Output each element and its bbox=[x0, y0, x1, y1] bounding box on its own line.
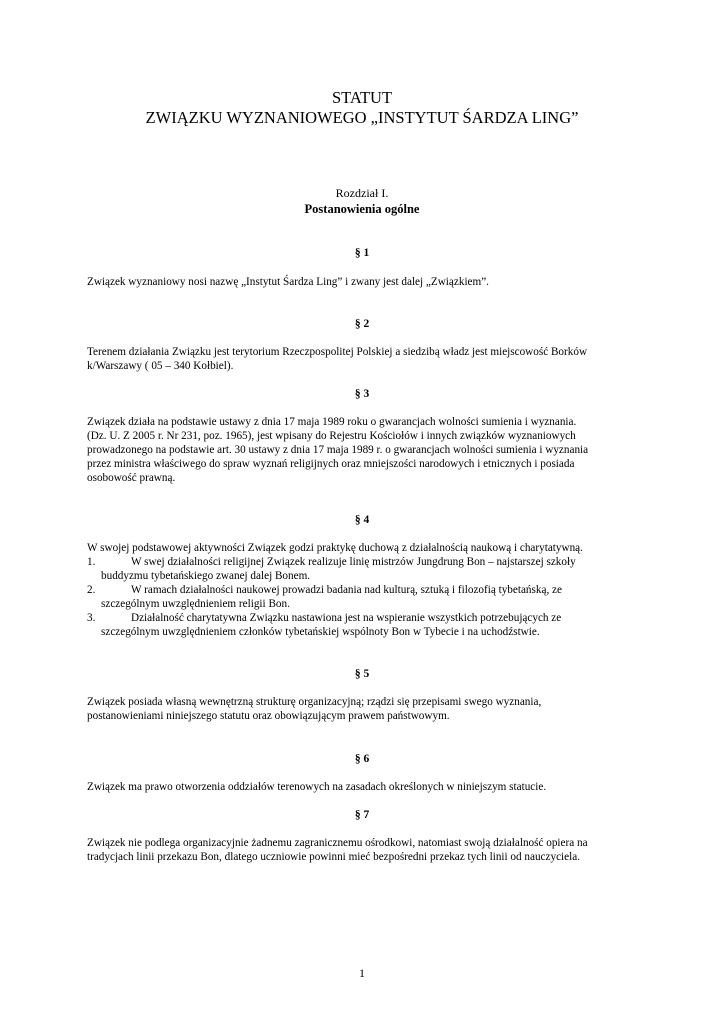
section-4-list-item-2 bbox=[87, 583, 647, 611]
list-item-text: Działalność charytatywna Związku nastawiona jest na wspieranie wszystkich potrzebujących ze bbox=[131, 612, 562, 624]
section-7-text-line2: tradycjach linii przekazu Bon, dlatego uczniowie powinni mieć bezpośredni przekaz tych linii od nauczyciela. bbox=[87, 851, 580, 863]
section-4-list-item-3 bbox=[87, 611, 647, 639]
section-6-heading: § 6 bbox=[354, 753, 370, 765]
chapter-number: Rozdział I. bbox=[335, 186, 389, 200]
section-4-heading: § 4 bbox=[354, 514, 370, 526]
section-3-line4: przez ministra właściwego do spraw wyznań religijnych oraz mniejszości narodowych i etnicznych i posiada bbox=[87, 458, 575, 470]
list-item-continuation: szczególnym uwzględnieniem religii Bon. bbox=[101, 598, 290, 611]
section-3-line3: prowadzonego na podstawie art. 30 ustawy z dnia 17 maja 1989 r. o gwarancjach wolności sumienia i wyznania bbox=[87, 444, 589, 456]
section-5-text-line1: Związek posiada własną wewnętrzną strukturę organizacyjną; rządzi się przepisami swego wyznania, bbox=[87, 696, 542, 708]
section-3-heading: § 3 bbox=[354, 388, 370, 400]
list-item-number: 3. bbox=[87, 612, 96, 624]
section-5-text-line2: postanowieniami niniejszego statutu oraz obowiązującym prawem państwowym. bbox=[87, 710, 450, 722]
section-1-heading: § 1 bbox=[354, 247, 370, 259]
section-7-text-line1: Związek nie podlega organizacyjnie żadnemu zagranicznemu ośrodkowi, natomiast swoją działalność opiera na bbox=[87, 837, 588, 849]
list-item-continuation: buddyzmu tybetańskiego zwanej dalej Bonem. bbox=[101, 570, 311, 583]
section-3-line2: (Dz. U. Z 2005 r. Nr 231, poz. 1965), jest wpisany do Rejestru Kościołów i innych związków wyznaniowych bbox=[87, 430, 576, 442]
document-title-line1: STATUT bbox=[331, 88, 393, 107]
page-number: 1 bbox=[359, 966, 365, 980]
section-6-text: Związek ma prawo otworzenia oddziałów terenowych na zasadach określonych w niniejszym statucie. bbox=[87, 781, 547, 793]
section-7-heading: § 7 bbox=[354, 809, 370, 821]
list-item-number: 1. bbox=[87, 556, 96, 568]
list-item-text: W swej działalności religijnej Związek realizuje linię mistrzów Jungdrung Bon – najstarszej szkoły bbox=[131, 556, 576, 568]
section-5-heading: § 5 bbox=[354, 668, 370, 680]
section-2-heading: § 2 bbox=[354, 318, 370, 330]
list-item-continuation: szczególnym uwzględnieniem członków tybetańskiej wspólnoty Bon w Tybecie i na uchodźstwie. bbox=[101, 626, 540, 639]
chapter-name: Postanowienia ogólne bbox=[304, 202, 420, 216]
list-item-text: W ramach działalności naukowej prowadzi badania nad kulturą, sztuką i filozofią tybetańską, ze bbox=[131, 584, 562, 596]
section-2-text-line2: k/Warszawy ( 05 – 340 Kołbiel). bbox=[87, 360, 234, 372]
document-title-line2: ZWIĄZKU WYZNANIOWEGO „INSTYTUT ŚARDZA LING” bbox=[145, 108, 579, 127]
section-3-line5: osobowość prawną. bbox=[87, 472, 176, 484]
section-4-list-item-1 bbox=[87, 555, 647, 583]
section-3-line1: Związek działa na podstawie ustawy z dnia 17 maja 1989 roku o gwarancjach wolności sumienia i wyznania. bbox=[87, 416, 577, 428]
list-item-number: 2. bbox=[87, 584, 96, 596]
section-4-intro: W swojej podstawowej aktywności Związek godzi praktykę duchową z działalnością naukową i charytatywną. bbox=[87, 542, 583, 554]
section-2-text-line1: Terenem działania Związku jest terytorium Rzeczpospolitej Polskiej a siedzibą władz jest miejscowość Borków bbox=[87, 346, 588, 358]
section-1-text: Związek wyznaniowy nosi nazwę „Instytut Śardza Ling” i zwany jest dalej „Związkiem”. bbox=[87, 276, 489, 288]
